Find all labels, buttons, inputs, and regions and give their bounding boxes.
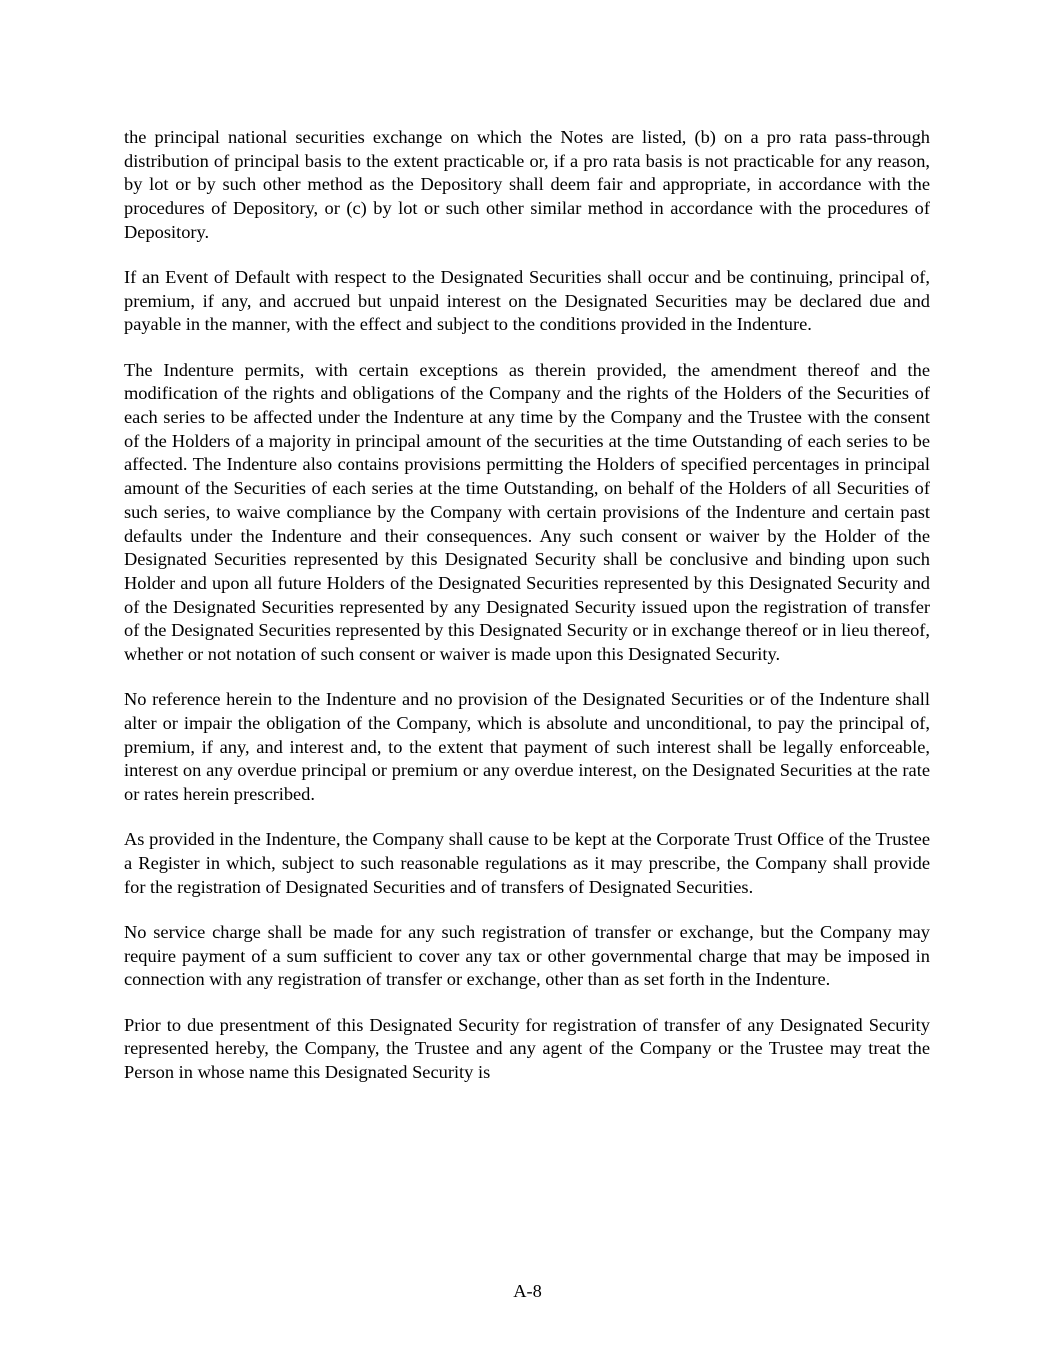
paragraph-presentment: Prior to due presentment of this Designated Security for registration of transfer of any Designated Security represented hereby, the Company, the Trustee and any agent of the Company or the Trustee may treat the Person in whose name this Designated Security is bbox=[124, 1014, 930, 1082]
paragraph-amendment-waiver: The Indenture permits, with certain exceptions as therein provided, the amendment thereof and the modification of the rights and obligations of the Company and the rights of the Holders of the Securities of each series to be affected under the Indenture at any time by the Company and the Trustee with the consent of the Holders of a majority in principal amount of the securities at the time Outstanding of each series to be affected. The Indenture also contains provisions permitting the Holders of specified percentages in principal amount of the Securities of each series at the time Outstanding, on behalf of the Holders of all Securities of such series, to waive compliance by the Company with certain provisions of the Indenture and certain past defaults under the Indenture and their consequences. Any such consent or waiver by the Holder of the Designated Securities represented by this Designated Security shall be conclusive and binding upon such Holder and upon all future Holders of the Designated Securities represented by this Designated Security and of the Designated Securities represented by any Designated Security issued upon the registration of transfer of the Designated Securities represented by this Designated Security or in exchange thereof or in lieu thereof, whether or not notation of such consent or waiver is made upon this Designated Security. bbox=[124, 359, 930, 665]
paragraph-obligation-to-pay: No reference herein to the Indenture and no provision of the Designated Securities or of the Indenture shall alter or impair the obligation of the Company, which is absolute and unconditional, to pay the principal of, premium, if any, and interest and, to the extent that payment of such interest shall be legally enforceable, interest on any overdue principal or premium or any overdue interest, on the Designated Securities at the rate or rates herein prescribed. bbox=[124, 689, 930, 805]
paragraph-event-of-default: If an Event of Default with respect to the Designated Securities shall occur and be continuing, principal of, premium, if any, and accrued but unpaid interest on the Designated Securities may be declared due and payable in the manner, with the effect and subject to the conditions provided in the Indenture. bbox=[124, 267, 930, 335]
document-body bbox=[124, 126, 930, 1085]
paragraph-service-charge: No service charge shall be made for any such registration of transfer or exchange, but the Company may require payment of a sum sufficient to cover any tax or other governmental charge that may be imposed in connection with any registration of transfer or exchange, other than as set forth in the Indenture. bbox=[124, 921, 930, 990]
paragraph-redemption-selection: the principal national securities exchange on which the Notes are listed, (b) on a pro rata pass-through distribution of principal basis to the extent practicable or, if a pro rata basis is not practicable for any reason, by lot or by such other method as the Depository shall deem fair and appropriate, in accordance with the procedures of Depository, or (c) by lot or such other similar method in accordance with the procedures of Depository. bbox=[124, 127, 930, 242]
paragraph-register: As provided in the Indenture, the Company shall cause to be kept at the Corporate Trust Office of the Trustee a Register in which, subject to such reasonable regulations as it may prescribe, the Company shall provide for the registration of Designated Securities and of transfers of Designated Securities. bbox=[124, 829, 930, 897]
page-number: A-8 bbox=[513, 1281, 542, 1301]
